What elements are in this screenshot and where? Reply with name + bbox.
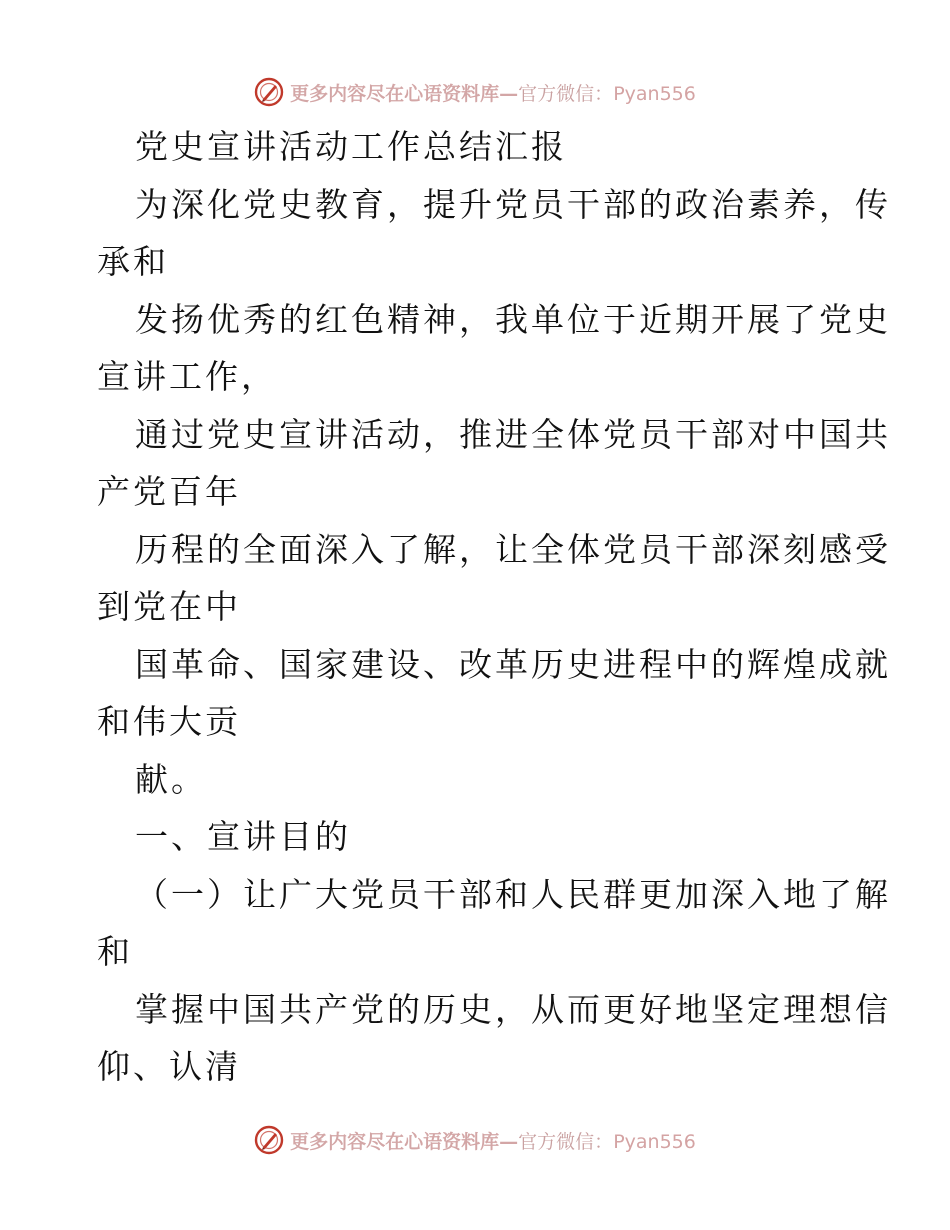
text-line: 为深化党史教育，提升党员干部的政治素养，传	[135, 184, 891, 224]
pen-logo-icon	[254, 1125, 284, 1155]
pen-logo-icon	[254, 77, 284, 107]
watermark-wechat-id: Pyan556	[613, 1130, 696, 1153]
watermark-wechat-label: 官方微信：	[518, 1130, 614, 1153]
watermark-site: 更多内容尽在心语资料库	[290, 1130, 500, 1153]
text-line: 献。	[135, 759, 207, 799]
text-line: 一、宣讲目的	[135, 817, 351, 856]
watermark-wechat-label: 官方微信：	[518, 82, 614, 105]
text-line: 宣讲工作，	[97, 357, 277, 396]
text-line: 掌握中国共产党的历史，从而更好地坚定理想信	[135, 989, 891, 1029]
document-body	[97, 118, 891, 1096]
watermark-separator: —	[499, 1130, 519, 1153]
watermark-text	[290, 1127, 696, 1154]
text-line: 和	[97, 932, 133, 971]
text-line: 国革命、国家建设、改革历史进程中的辉煌成就	[135, 644, 891, 684]
footer-watermark	[0, 1120, 950, 1160]
watermark-wechat-id: Pyan556	[613, 82, 696, 105]
text-line: 承和	[97, 242, 169, 281]
watermark-text	[290, 79, 696, 106]
text-line: 产党百年	[97, 472, 241, 511]
text-line: 仰、认清	[97, 1047, 241, 1086]
text-line: 历程的全面深入了解，让全体党员干部深刻感受	[135, 529, 891, 569]
watermark-site: 更多内容尽在心语资料库	[290, 82, 500, 105]
text-line: 和伟大贡	[97, 702, 241, 741]
text-line: 通过党史宣讲活动，推进全体党员干部对中国共	[135, 414, 891, 454]
text-line: 到党在中	[97, 587, 241, 626]
watermark-separator: —	[499, 82, 519, 105]
header-watermark	[0, 72, 950, 112]
document-title: 党史宣讲活动工作总结汇报	[135, 127, 567, 166]
text-line: （一）让广大党员干部和人民群更加深入地了解	[135, 874, 891, 914]
text-line: 发扬优秀的红色精神，我单位于近期开展了党史	[135, 299, 891, 339]
